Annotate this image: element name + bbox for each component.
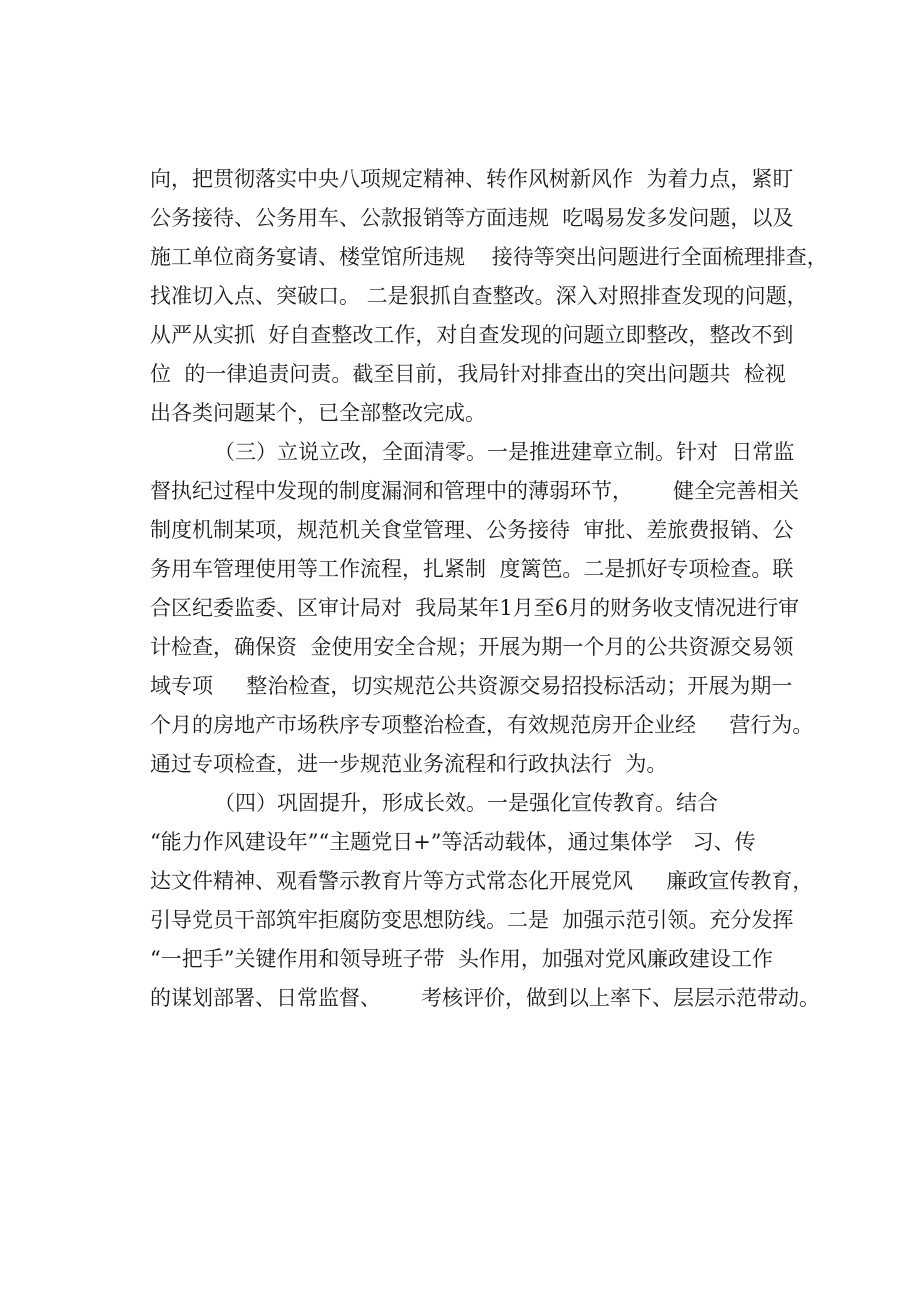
text-line: 督执纪过程中发现的制度漏洞和管理中的薄弱环节， 健全完善相关 xyxy=(150,479,800,503)
text-line: 域专项 整治检查，切实规范公共资源交易招投标活动；开展为期一 xyxy=(150,674,793,698)
text-line: 公务接待、公务用车、公款报销等方面违规 吃喝易发多发问题，以及 xyxy=(150,206,794,230)
text-line: 向，把贯彻落实中央八项规定精神、转作风树新风作 为着力点，紧盯 xyxy=(150,167,794,191)
text-line: “能力作风建设年”“主题党日+”等活动载体，通过集体学 习、传 xyxy=(150,830,756,854)
text-line: 制度机制某项，规范机关食堂管理、公务接待 审批、差旅费报销、公 xyxy=(150,518,794,542)
text-line: 的谋划部署、日常监督、 考核评价，做到以上率下、层层示范带动。 xyxy=(150,986,821,1010)
section-heading-line: （三）立说立改，全面清零。一是推进建章立制。针对 日常监 xyxy=(214,440,795,464)
text-line: 位 的一律追责问责。截至目前，我局针对排查出的突出问题共 检视 xyxy=(150,362,786,386)
text-line: 从严从实抓 好自查整改工作，对自查发现的问题立即整改，整改不到 xyxy=(150,323,794,347)
text-line: 引导党员干部筑牢拒腐防变思想防线。二是 加强示范引领。充分发挥 xyxy=(150,908,794,932)
text-line: 找准切入点、突破口。 二是狠抓自查整改。深入对照排查发现的问题， xyxy=(150,284,808,308)
section-heading-line: （四）巩固提升，形成长效。一是强化宣传教育。结合 xyxy=(214,791,718,815)
text-line: 计检查，确保资 金使用安全合规；开展为期一个月的公共资源交易领 xyxy=(150,635,794,659)
document-body xyxy=(150,160,830,1018)
text-line: 通过专项检查，进一步规范业务流程和行政执法行 为。 xyxy=(150,752,668,776)
text-line: 务用车管理使用等工作流程，扎紧制 度篱笆。二是抓好专项检查。联 xyxy=(150,557,794,581)
text-line: 合区纪委监委、区审计局对 我局某年1月至6月的财务收支情况进行审 xyxy=(150,596,800,620)
text-line: 达文件精神、观看警示教育片等方式常态化开展党风 廉政宣传教育， xyxy=(150,869,814,893)
text-line: 个月的房地产市场秩序专项整治检查，有效规范房开企业经 营行为。 xyxy=(150,713,814,737)
text-line: “一把手”关键作用和领导班子带 头作用，加强对党风廉政建设工作 xyxy=(150,947,773,971)
text-line: 施工单位商务宴请、楼堂馆所违规 接待等突出问题进行全面梳理排查， xyxy=(150,245,828,269)
text-line: 出各类问题某个，已全部整改完成。 xyxy=(150,401,486,425)
